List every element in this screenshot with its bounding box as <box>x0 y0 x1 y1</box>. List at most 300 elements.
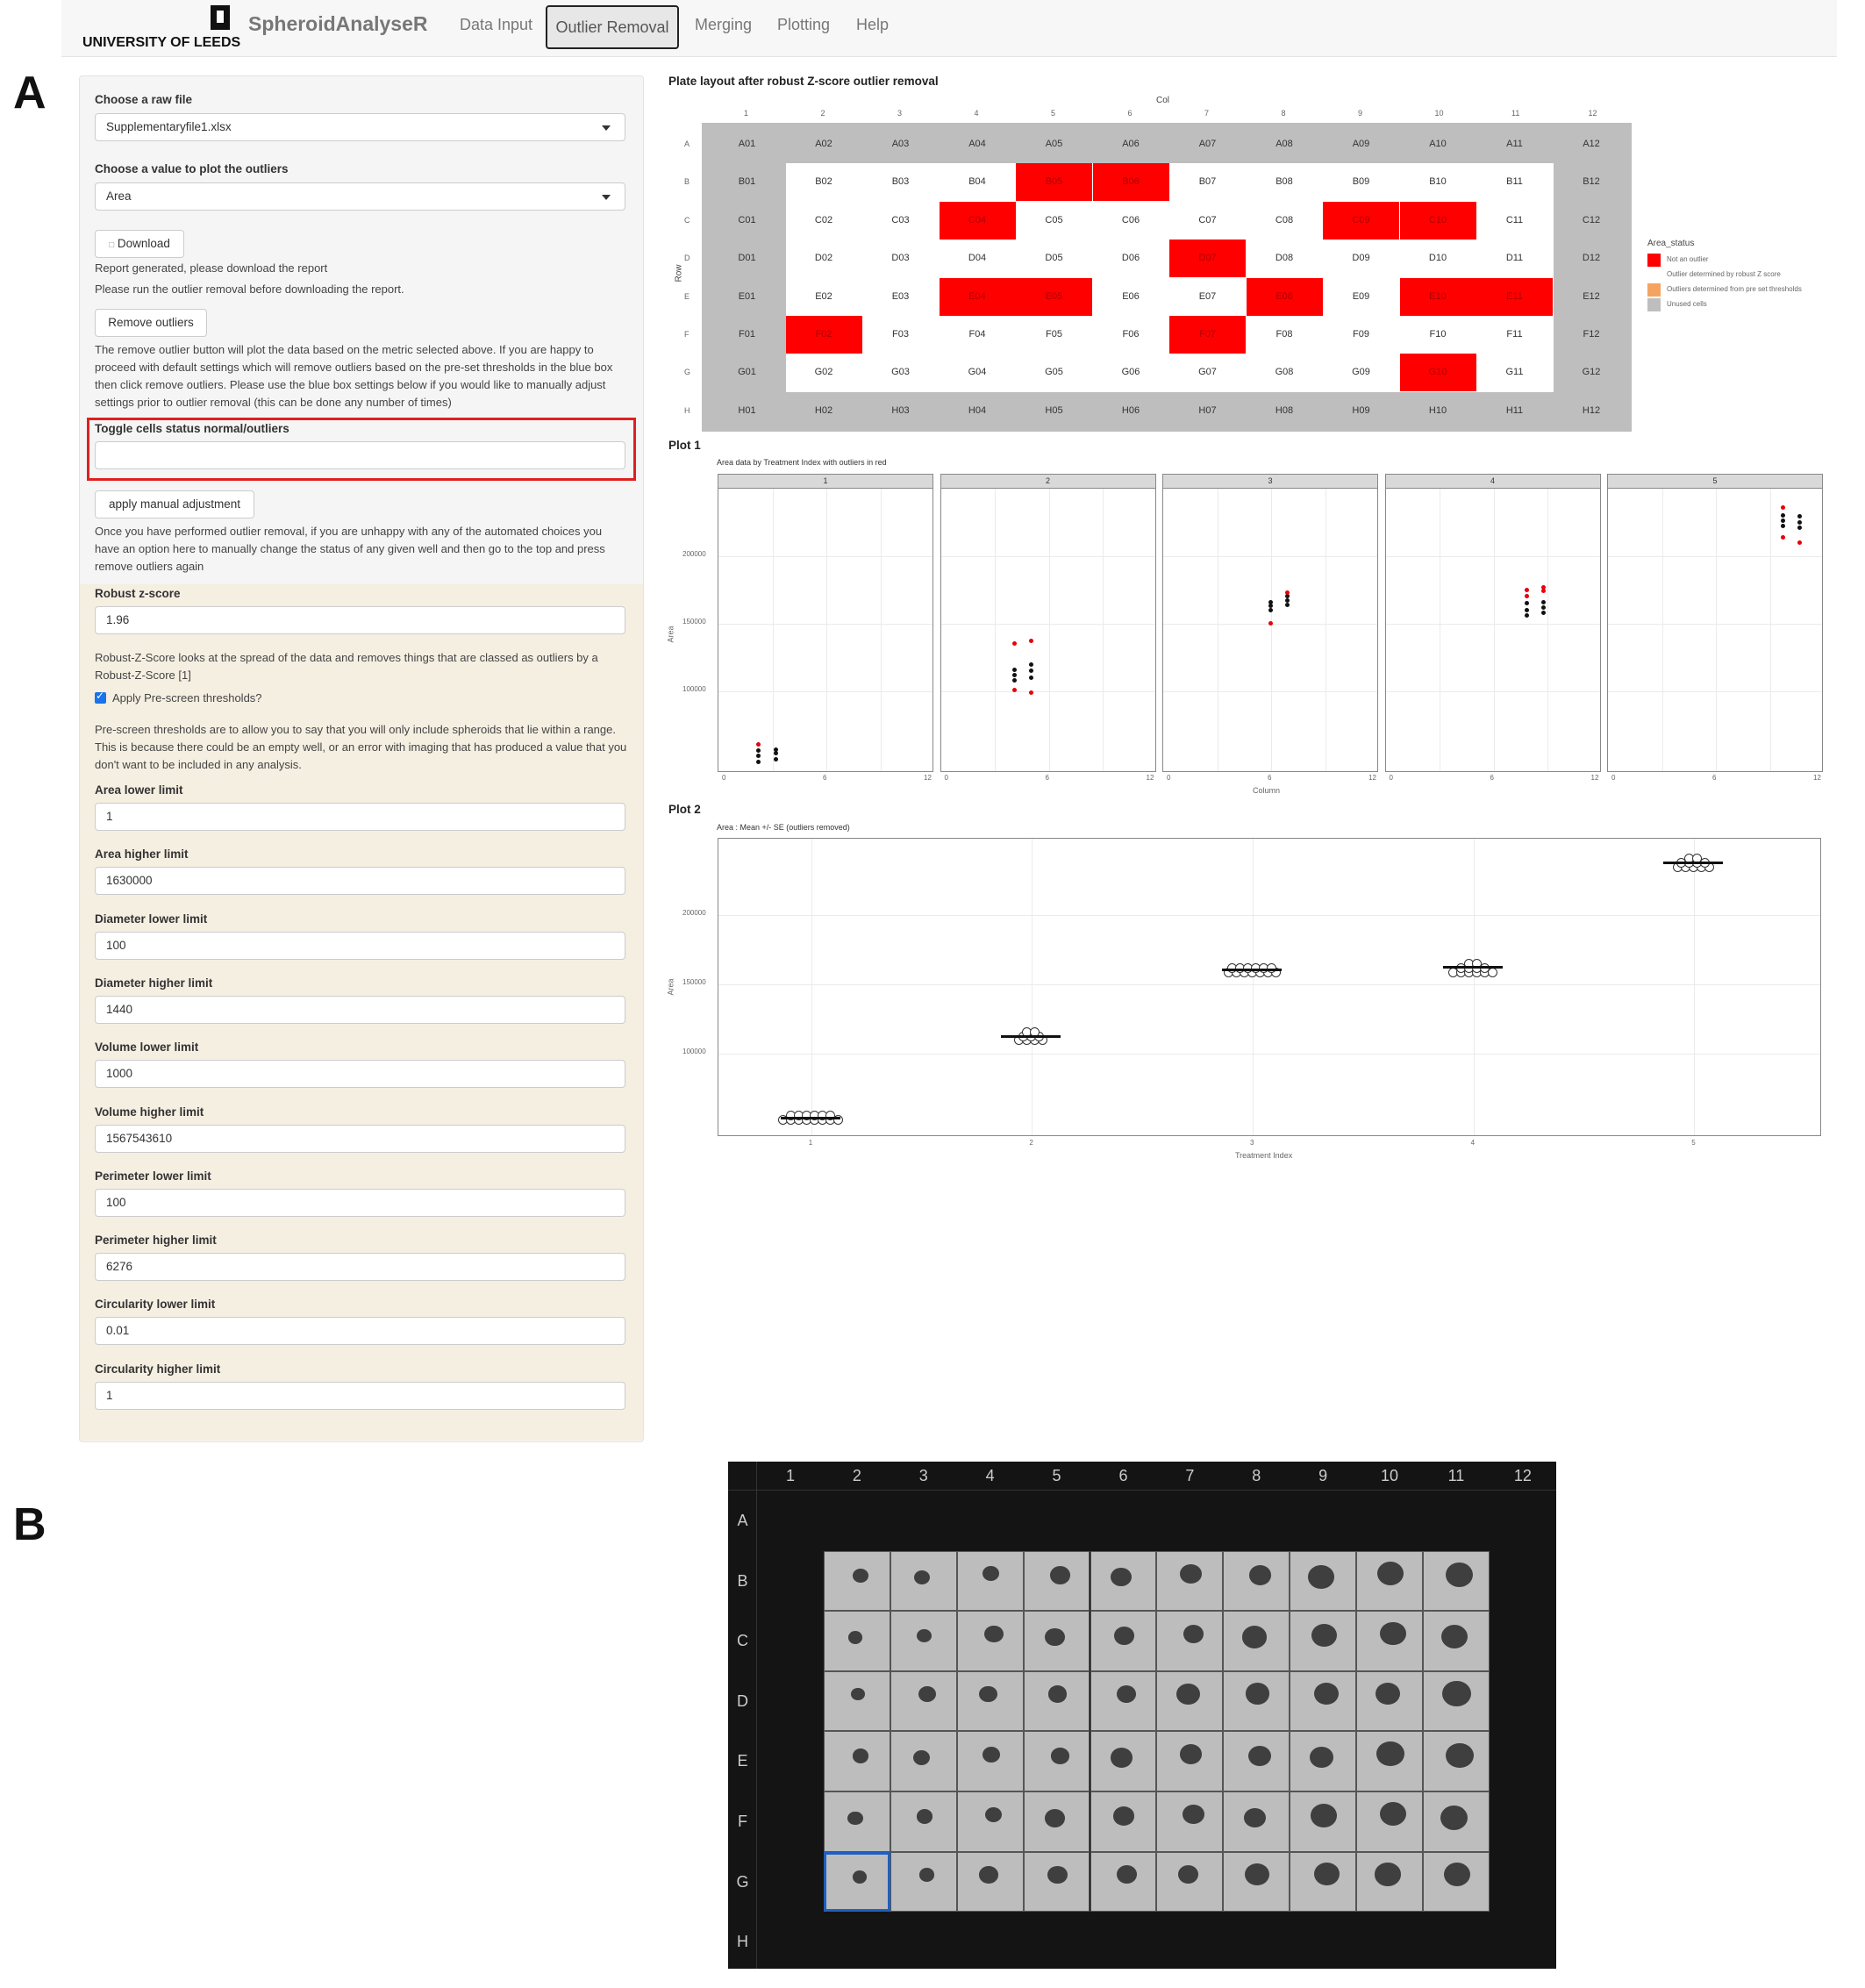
well-f09[interactable]: F09 <box>1353 329 1369 340</box>
plate-col-header: 11 <box>1447 1467 1465 1484</box>
spheroid <box>1444 1863 1470 1886</box>
plot2-panel <box>718 838 1821 1136</box>
plate-well[interactable] <box>1156 1551 1223 1612</box>
plot1-facet-panel <box>1162 488 1378 772</box>
legend-item-label: Unused cells <box>1667 300 1707 308</box>
header-divider <box>728 1490 1556 1491</box>
plate-well[interactable] <box>1356 1791 1423 1852</box>
well-b11[interactable]: B11 <box>1506 176 1523 188</box>
remove-outliers-button[interactable]: Remove outliers <box>95 309 207 337</box>
plate-well[interactable] <box>1223 1551 1290 1612</box>
plate-well[interactable] <box>1423 1791 1490 1852</box>
spheroid <box>1441 1625 1468 1648</box>
report-message: Report generated, please download the report <box>95 261 328 275</box>
gridline <box>1386 691 1600 692</box>
plot-value-select[interactable] <box>95 182 625 211</box>
well-a12[interactable]: A12 <box>1583 139 1600 149</box>
plate-col-tick: 5 <box>1051 109 1056 118</box>
well-a01[interactable]: A01 <box>738 139 756 149</box>
spheroid <box>1376 1683 1400 1706</box>
plate-well[interactable] <box>957 1551 1024 1612</box>
spheroid <box>1048 1685 1067 1702</box>
plate-well[interactable] <box>1356 1731 1423 1791</box>
plot2-label: Plot 2 <box>668 803 701 816</box>
toggle-input[interactable] <box>95 441 625 469</box>
plot2-subtitle: Area : Mean +/- SE (outliers removed) <box>717 823 850 832</box>
well-f05[interactable]: F05 <box>1046 329 1062 340</box>
well-g04[interactable]: G04 <box>968 367 987 378</box>
well-h08[interactable]: H08 <box>1275 404 1294 416</box>
plate-well[interactable] <box>1024 1791 1090 1852</box>
plate-well[interactable] <box>1090 1671 1157 1732</box>
tab-plotting[interactable]: Plotting <box>777 16 831 33</box>
plate-row-header: D <box>737 1691 748 1710</box>
spheroid <box>853 1748 869 1763</box>
well-f12[interactable]: F12 <box>1583 329 1600 340</box>
spheroid <box>1245 1863 1269 1885</box>
prescreen-label: Apply Pre-screen thresholds? <box>112 691 262 704</box>
plate-well[interactable] <box>1223 1852 1290 1913</box>
spheroid <box>1380 1802 1406 1826</box>
plate-well[interactable] <box>1290 1852 1356 1913</box>
plate-well[interactable] <box>1024 1551 1090 1612</box>
well-g09[interactable]: G09 <box>1352 367 1370 378</box>
robust-z-input[interactable]: 1.96 <box>95 606 625 634</box>
plot2-x-tick: 1 <box>808 1139 813 1147</box>
plate-well[interactable] <box>1356 1611 1423 1671</box>
plot1-x-tick: 6 <box>823 774 827 782</box>
well-c03[interactable]: C03 <box>891 214 910 225</box>
plate-well[interactable] <box>1223 1611 1290 1671</box>
spheroid <box>853 1870 868 1884</box>
plate-col-tick: 12 <box>1588 109 1597 118</box>
plate-title: Plate layout after robust Z-score outlier removal <box>668 75 939 88</box>
gridline <box>941 556 1155 557</box>
plate-well[interactable] <box>1156 1731 1223 1791</box>
gridline <box>995 489 996 771</box>
plate-well[interactable] <box>1090 1611 1157 1671</box>
well-h04[interactable]: H04 <box>968 404 987 416</box>
plate-well[interactable] <box>1024 1852 1090 1913</box>
plate-well[interactable] <box>1024 1731 1090 1791</box>
limit-input[interactable]: 1630000 <box>95 867 625 895</box>
plate-row-header: H <box>737 1933 748 1951</box>
plot2-y-tick: 200000 <box>682 908 706 917</box>
plate-col-tick: 9 <box>1358 109 1363 118</box>
well-a04[interactable]: A04 <box>968 139 986 149</box>
well-f04[interactable]: F04 <box>968 329 986 340</box>
prescreen-checkbox[interactable] <box>95 692 106 704</box>
plate-well[interactable] <box>890 1731 957 1791</box>
well-f10[interactable]: F10 <box>1429 329 1447 340</box>
well-c09[interactable]: C09 <box>1323 202 1399 240</box>
well-d04[interactable]: D04 <box>968 253 987 264</box>
plate-well[interactable] <box>890 1852 957 1913</box>
plate-well[interactable] <box>824 1551 890 1612</box>
well-g01[interactable]: G01 <box>738 367 756 378</box>
plot1-facet-strip: 4 <box>1385 474 1601 489</box>
well-d09[interactable]: D09 <box>1352 253 1370 264</box>
chevron-down-icon <box>602 125 611 131</box>
spheroid <box>1249 1565 1271 1585</box>
well-e03[interactable]: E03 <box>891 290 910 302</box>
plate-row-tick: F <box>684 330 690 339</box>
plate-well[interactable] <box>1423 1671 1490 1732</box>
spheroid <box>1180 1744 1203 1764</box>
well-b02[interactable]: B02 <box>815 176 832 188</box>
plot1-data-point <box>1285 603 1290 607</box>
well-h10[interactable]: H10 <box>1428 404 1447 416</box>
well-h12[interactable]: H12 <box>1582 404 1601 416</box>
well-b01[interactable]: B01 <box>738 176 756 188</box>
limit-input[interactable]: 100 <box>95 932 625 960</box>
plot1-data-point <box>1525 608 1529 612</box>
well-g02[interactable]: G02 <box>814 367 833 378</box>
well-b03[interactable]: B03 <box>891 176 910 188</box>
plot2-y-tick: 150000 <box>682 978 706 987</box>
plot1-x-tick: 0 <box>1167 774 1171 782</box>
well-a02[interactable]: A02 <box>815 139 832 149</box>
plate-well[interactable] <box>1290 1551 1356 1612</box>
download-icon: □ <box>109 240 115 250</box>
panel-label-a: A <box>13 68 46 118</box>
plate-well[interactable] <box>1423 1551 1490 1612</box>
well-e01[interactable]: E01 <box>738 290 756 302</box>
plate-well[interactable] <box>1090 1852 1157 1913</box>
well-d02[interactable]: D02 <box>814 253 833 264</box>
plate-well[interactable] <box>890 1671 957 1732</box>
spheroid <box>1111 1748 1133 1768</box>
plate-well[interactable] <box>1223 1791 1290 1852</box>
well-e10[interactable]: E10 <box>1400 278 1476 316</box>
gridline <box>1253 839 1254 1135</box>
plate-well[interactable] <box>1156 1611 1223 1671</box>
plot2-x-tick: 2 <box>1029 1139 1033 1147</box>
plate-well[interactable] <box>890 1791 957 1852</box>
plate-row-header: A <box>737 1512 748 1529</box>
well-e04[interactable]: E04 <box>940 278 1016 316</box>
well-b06[interactable]: B06 <box>1093 163 1169 201</box>
spheroid <box>1246 1683 1269 1704</box>
plot1-data-point <box>1525 588 1529 592</box>
robust-z-label: Robust z-score <box>95 587 181 600</box>
well-h06[interactable]: H06 <box>1121 404 1140 416</box>
plot1-x-tick: 0 <box>1389 774 1393 782</box>
limit-input[interactable]: 1 <box>95 803 625 831</box>
plate-well[interactable] <box>1290 1731 1356 1791</box>
plate-well[interactable] <box>824 1731 890 1791</box>
plate-col-header: 4 <box>985 1467 995 1484</box>
plot1-facet-panel <box>940 488 1156 772</box>
well-d01[interactable]: D01 <box>738 253 756 264</box>
well-d03[interactable]: D03 <box>891 253 910 264</box>
navbar <box>61 0 1837 57</box>
well-e07[interactable]: E07 <box>1198 290 1217 302</box>
gridline <box>1032 839 1033 1135</box>
well-c08[interactable]: C08 <box>1275 214 1294 225</box>
plot1-facet-strip: 5 <box>1607 474 1823 489</box>
plate-row-tick: G <box>684 368 691 377</box>
plot1-data-point <box>1029 662 1033 667</box>
plate-well[interactable] <box>890 1611 957 1671</box>
plate-col-header: 10 <box>1381 1467 1399 1484</box>
well-e08[interactable]: E08 <box>1247 278 1323 316</box>
well-g11[interactable]: G11 <box>1505 367 1524 378</box>
well-h03[interactable]: H03 <box>891 404 910 416</box>
well-b05[interactable]: B05 <box>1016 163 1092 201</box>
well-a08[interactable]: A08 <box>1275 139 1293 149</box>
legend-swatch <box>1647 254 1661 267</box>
spheroid <box>1047 1866 1067 1884</box>
toggle-label: Toggle cells status normal/outliers <box>95 422 289 435</box>
well-c01[interactable]: C01 <box>738 214 756 225</box>
plate-well[interactable] <box>824 1611 890 1671</box>
limit-input[interactable]: 1567543610 <box>95 1125 625 1153</box>
spheroid <box>848 1631 863 1644</box>
robust-description: Robust-Z-Score looks at the spread of the data and removes things that are classed as outliers by a Robust-Z-Score [1] <box>95 651 598 682</box>
limit-input[interactable]: 1 <box>95 1382 625 1410</box>
well-d08[interactable]: D08 <box>1275 253 1294 264</box>
plate-well[interactable] <box>1290 1611 1356 1671</box>
well-f08[interactable]: F08 <box>1275 329 1293 340</box>
well-c04[interactable]: C04 <box>940 202 1016 240</box>
spheroid <box>918 1686 936 1702</box>
plot1-data-point <box>774 747 778 752</box>
well-d10[interactable]: D10 <box>1428 253 1447 264</box>
limit-label: Area higher limit <box>95 847 189 862</box>
plate-well[interactable] <box>957 1671 1024 1732</box>
well-c06[interactable]: C06 <box>1121 214 1140 225</box>
well-b12[interactable]: B12 <box>1583 176 1600 188</box>
plot1-data-point <box>1781 535 1785 540</box>
well-d06[interactable]: D06 <box>1121 253 1140 264</box>
well-c02[interactable]: C02 <box>814 214 833 225</box>
raw-file-select[interactable] <box>95 113 625 141</box>
spheroid <box>917 1809 932 1823</box>
gridline <box>1608 556 1822 557</box>
plot1-data-point <box>1541 585 1546 590</box>
plate-row-tick: A <box>684 139 690 148</box>
plate-x-title: Col <box>1156 96 1170 105</box>
well-g08[interactable]: G08 <box>1275 367 1294 378</box>
plate-well[interactable] <box>1356 1852 1423 1913</box>
well-d07[interactable]: D07 <box>1169 240 1246 277</box>
plot1-data-point <box>1797 540 1802 545</box>
plate-well[interactable] <box>1290 1791 1356 1852</box>
logo-text: UNIVERSITY OF LEEDS <box>82 35 241 50</box>
well-a05[interactable]: A05 <box>1045 139 1063 149</box>
spheroid <box>1114 1627 1134 1645</box>
raw-file-value: Supplementaryfile1.xlsx <box>106 120 232 133</box>
spheroid <box>919 1868 934 1881</box>
well-g12[interactable]: G12 <box>1582 367 1601 378</box>
tab-help[interactable]: Help <box>856 16 890 33</box>
plate-well[interactable] <box>1090 1551 1157 1612</box>
plate-well[interactable] <box>1156 1791 1223 1852</box>
gridline <box>718 624 932 625</box>
plate-well[interactable] <box>1156 1852 1223 1913</box>
gridline <box>718 556 932 557</box>
well-e09[interactable]: E09 <box>1352 290 1370 302</box>
plate-well[interactable] <box>957 1791 1024 1852</box>
well-a07[interactable]: A07 <box>1198 139 1217 149</box>
plate-well[interactable] <box>1090 1791 1157 1852</box>
well-a11[interactable]: A11 <box>1506 139 1523 149</box>
tab-data-input[interactable]: Data Input <box>460 16 533 33</box>
well-h11[interactable]: H11 <box>1505 404 1524 416</box>
plot1-data-point <box>774 751 778 755</box>
remove-description: The remove outlier button will plot the data based on the metric selected above. If you are happy to proceed with default settings which will remove outliers based on the pre-set thresholds in the blue box then click remove outliers. Please use the blue box settings below if you would like to manually adjust settings prior to outlier removal (this can be done any number of times) <box>95 343 613 409</box>
plate-well[interactable] <box>957 1852 1024 1913</box>
well-g05[interactable]: G05 <box>1045 367 1063 378</box>
well-e05[interactable]: E05 <box>1016 278 1092 316</box>
limit-label: Volume lower limit <box>95 1040 199 1055</box>
well-g07[interactable]: G07 <box>1198 367 1217 378</box>
plate-layout-grid <box>702 123 1632 432</box>
plate-row-tick: E <box>684 291 690 301</box>
well-e02[interactable]: E02 <box>815 290 832 302</box>
spheroid <box>1117 1865 1137 1884</box>
well-e11[interactable]: E11 <box>1476 278 1553 316</box>
spheroid <box>1311 1804 1337 1827</box>
selected-well[interactable] <box>824 1852 890 1913</box>
plate-row-tick: B <box>684 177 690 187</box>
well-c10[interactable]: C10 <box>1400 202 1476 240</box>
plot1-data-point <box>1541 611 1546 615</box>
plate-well[interactable] <box>1156 1671 1223 1732</box>
well-h01[interactable]: H01 <box>738 404 756 416</box>
well-f11[interactable]: F11 <box>1506 329 1523 340</box>
plate-well[interactable] <box>1356 1671 1423 1732</box>
well-d12[interactable]: D12 <box>1582 253 1601 264</box>
limit-input[interactable]: 6276 <box>95 1253 625 1281</box>
spheroid <box>1050 1566 1070 1584</box>
limit-input[interactable]: 100 <box>95 1189 625 1217</box>
gridline <box>718 691 932 692</box>
spheroid <box>1178 1865 1199 1884</box>
well-h05[interactable]: H05 <box>1045 404 1063 416</box>
legend-item-label: Not an outlier <box>1667 255 1709 263</box>
limit-label: Perimeter lower limit <box>95 1169 211 1183</box>
tab-outlier-removal[interactable]: Outlier Removal <box>546 5 679 49</box>
plate-well[interactable] <box>1090 1731 1157 1791</box>
app-title[interactable]: SpheroidAnalyseR <box>248 12 428 35</box>
spheroid <box>1045 1809 1065 1827</box>
plate-well[interactable] <box>1423 1731 1490 1791</box>
gridline <box>1163 691 1377 692</box>
plot1-x-tick: 6 <box>1490 774 1494 782</box>
well-a09[interactable]: A09 <box>1352 139 1370 149</box>
well-d05[interactable]: D05 <box>1045 253 1063 264</box>
well-b07[interactable]: B07 <box>1198 176 1217 188</box>
plot1-data-point <box>1797 526 1802 530</box>
well-a10[interactable]: A10 <box>1429 139 1447 149</box>
well-d11[interactable]: D11 <box>1505 253 1524 264</box>
well-c11[interactable]: C11 <box>1505 214 1524 225</box>
plate-col-header: 5 <box>1052 1467 1061 1484</box>
plate-well[interactable] <box>1356 1551 1423 1612</box>
well-b09[interactable]: B09 <box>1352 176 1370 188</box>
spheroid <box>851 1688 865 1700</box>
plate-col-tick: 2 <box>820 109 825 118</box>
spheroid <box>985 1807 1002 1822</box>
plot2-mean-bar <box>1443 966 1503 969</box>
well-f06[interactable]: F06 <box>1122 329 1140 340</box>
well-g10[interactable]: G10 <box>1400 354 1476 391</box>
gridline <box>718 915 1820 916</box>
well-g06[interactable]: G06 <box>1121 367 1140 378</box>
gridline <box>1608 624 1822 625</box>
well-f07[interactable]: F07 <box>1169 316 1246 354</box>
plot1-label: Plot 1 <box>668 439 701 452</box>
well-b08[interactable]: B08 <box>1275 176 1293 188</box>
plate-well[interactable] <box>1223 1671 1290 1732</box>
well-b04[interactable]: B04 <box>968 176 986 188</box>
legend-item-label: Outliers determined from pre set thresholds <box>1667 285 1802 293</box>
plate-well[interactable] <box>957 1611 1024 1671</box>
well-a03[interactable]: A03 <box>891 139 910 149</box>
plate-well[interactable] <box>1423 1852 1490 1913</box>
well-c12[interactable]: C12 <box>1582 214 1601 225</box>
plate-col-header: 7 <box>1185 1467 1195 1484</box>
plot2-x-tick: 4 <box>1470 1139 1476 1147</box>
well-f02[interactable]: F02 <box>786 316 862 354</box>
download-button[interactable] <box>95 230 184 258</box>
spheroid <box>1244 1808 1266 1828</box>
plot1-y-tick: 200000 <box>682 550 706 559</box>
apply-adjustment-button[interactable]: apply manual adjustment <box>95 490 254 518</box>
plate-col-header: 1 <box>785 1467 795 1484</box>
well-e06[interactable]: E06 <box>1122 290 1140 302</box>
well-a06[interactable]: A06 <box>1122 139 1140 149</box>
well-e12[interactable]: E12 <box>1583 290 1600 302</box>
well-h02[interactable]: H02 <box>814 404 833 416</box>
plate-col-tick: 6 <box>1127 109 1133 118</box>
plate-well[interactable] <box>824 1671 890 1732</box>
well-g03[interactable]: G03 <box>891 367 910 378</box>
plate-col-header: 9 <box>1318 1467 1328 1484</box>
well-f03[interactable]: F03 <box>892 329 909 340</box>
tab-merging[interactable]: Merging <box>695 16 753 33</box>
limit-input[interactable]: 1440 <box>95 996 625 1024</box>
plate-well[interactable] <box>890 1551 957 1612</box>
plate-row-header: F <box>738 1813 747 1830</box>
spheroid <box>1314 1683 1339 1705</box>
well-h09[interactable]: H09 <box>1352 404 1370 416</box>
well-f01[interactable]: F01 <box>739 329 755 340</box>
spheroid <box>917 1629 932 1642</box>
well-c05[interactable]: C05 <box>1045 214 1063 225</box>
university-logo[interactable] <box>70 5 241 53</box>
plot1-data-point <box>1781 513 1785 518</box>
spheroid <box>1248 1746 1271 1767</box>
limit-input[interactable]: 0.01 <box>95 1317 625 1345</box>
plate-well[interactable] <box>1024 1671 1090 1732</box>
plate-well[interactable] <box>1024 1611 1090 1671</box>
plate-y-title: Row <box>674 264 684 282</box>
plate-well[interactable] <box>1423 1611 1490 1671</box>
well-h07[interactable]: H07 <box>1198 404 1217 416</box>
limit-input[interactable]: 1000 <box>95 1060 625 1088</box>
plate-well[interactable] <box>1290 1671 1356 1732</box>
plate-well[interactable] <box>824 1791 890 1852</box>
spheroid <box>1375 1863 1400 1885</box>
well-c07[interactable]: C07 <box>1198 214 1217 225</box>
spheroid <box>979 1866 998 1884</box>
well-b10[interactable]: B10 <box>1429 176 1447 188</box>
plate-well[interactable] <box>957 1731 1024 1791</box>
plate-well[interactable] <box>1223 1731 1290 1791</box>
